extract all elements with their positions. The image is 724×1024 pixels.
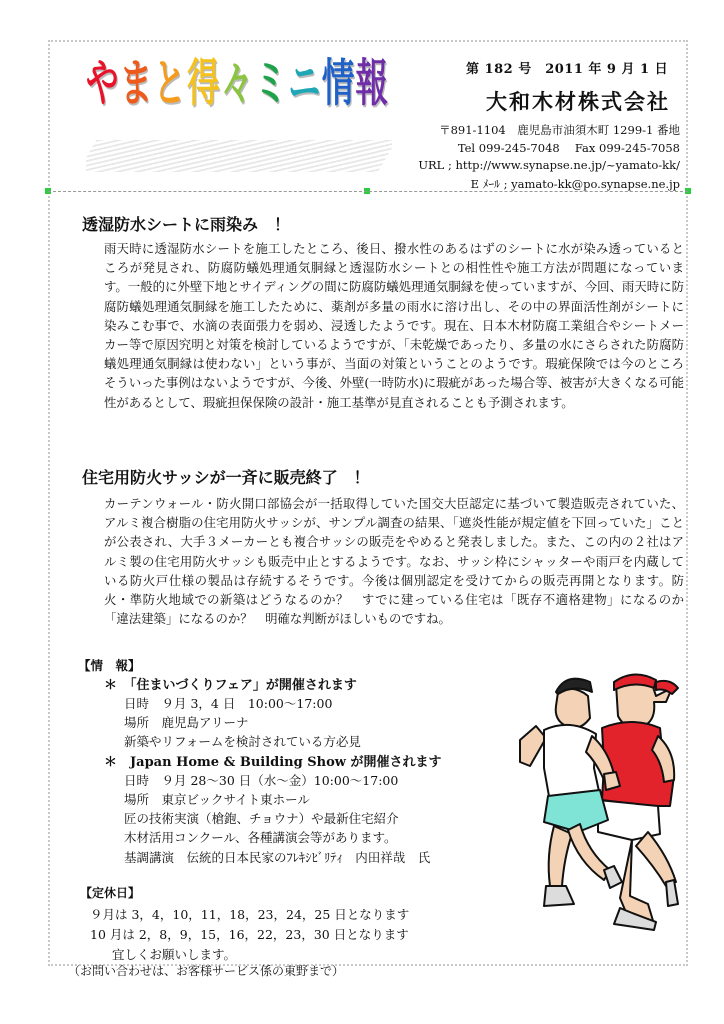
runners-illustration	[498, 656, 684, 936]
event2-place: 場所 東京ビックサイト東ホール	[124, 792, 310, 807]
banner-char: 々	[220, 53, 254, 113]
event2-note2: 木材活用コンクール、各種講演会等があります。	[124, 830, 397, 845]
company-url[interactable]: URL ; http://www.synapse.ne.jp/~yamato-kk/	[418, 158, 680, 172]
banner-char: ミ	[254, 53, 288, 113]
banner-char: 情	[321, 53, 355, 113]
article-title-moisture-sheet: 透湿防水シートに雨染み ！	[82, 215, 291, 234]
banner-char: 得	[187, 53, 220, 113]
event2-keynote: 基調講演 伝統的日本民家のﾌﾚｷｼﾋﾞﾘﾃｨ 内田祥哉 氏	[124, 850, 431, 865]
article-title-fire-sash: 住宅用防火サッシが一斉に販売終了 ！	[82, 468, 370, 487]
holiday-september: ９月は 3，4，10，11，18，23，24，25 日となります	[90, 907, 410, 922]
newsletter-banner	[86, 52, 392, 172]
article-body-moisture-sheet: 雨天時に透湿防水シートを施工したところ、後日、撥水性のあるはずのシートに水が染み透っているところが発見され、防腐防蟻処理通気胴縁と透湿防水シートとの相性性や施工方法が問題になっています。一般的に外壁下地とサイディングの間に防腐防蟻処理通気胴縁を使っていますが、今回、雨天時に防腐防蟻処理通気胴縁を施工したために、薬剤が多量の雨水に溶け出し、その中の界面活性剤がシートに染みこむ事で、水滴の表面張力を弱め、浸透したようです。現在、日本木材防腐工業組合やシートメーカー等で原因究明と対策を検討しているようですが、「未乾燥であったり、多量の水にさらされた防腐防蟻処理通気胴縁は使わない」という事が、当面の対策ということのようです。瑕疵保険では今のところそういった事例はないようですが、今後、外壁(一時防水)に瑕疵があった場合等、被害が大きくなる可能性があるとして、瑕疵担保保険の設計・施工基準が見直されることも予測されます。	[104, 241, 684, 410]
company-name: 大和木材株式会社	[486, 89, 670, 114]
event2-note1: 匠の技術実演（槍鉋、チョウナ）や最新住宅紹介	[124, 811, 399, 826]
banner-char: ま	[119, 53, 153, 113]
banner-shadow-floor	[86, 140, 392, 172]
company-phone-fax: Tel 099-245-7048 Fax 099-245-7058	[457, 141, 680, 155]
holiday-closing: 宜しくお願いします。	[112, 947, 237, 962]
banner-char: 報	[355, 53, 389, 113]
event1-title: ＊ 「住まいづくりフェア」が開催されます	[104, 678, 357, 693]
banner-char: ニ	[288, 53, 321, 113]
issue-number-date: 第 182 号 2011 年 9 月 1 日	[466, 62, 669, 77]
footer-contact: （お問い合わせは、お客様サービス係の東野まで）	[68, 964, 345, 978]
event2-title: ＊ Japan Home & Building Show が開催されます	[104, 755, 442, 770]
banner-title	[86, 53, 389, 113]
banner-char: や	[86, 53, 119, 113]
event2-date: 日時 ９月 28～30 日（水～金）10:00～17:00	[124, 773, 399, 788]
company-address: 〒891-1104 鹿児島市油須木町 1299-1 番地	[439, 123, 680, 137]
event1-note: 新築やリフォームを検討されている方必見	[124, 734, 361, 749]
holiday-title: 【定休日】	[80, 886, 141, 900]
info-section-title: 【情 報】	[78, 658, 141, 673]
event1-date: 日時 ９月 3，4 日 10:00～17:00	[124, 696, 333, 711]
article-body-fire-sash: カーテンウォール・防火開口部協会が一括取得していた国交大臣認定に基づいて製造販売されていた、アルミ複合樹脂の住宅用防火サッシが、サンプル調査の結果、「遮炎性能が規定値を下回っていた」ことが公表され、大手３メーカーとも複合サッシの販売をやめると発表しました。また、この内の２社はアルミ製の住宅用防火サッシも販売中止とするようです。なお、サッシ枠にシャッターや雨戸を内蔵している防火戸仕様の製品は存続するそうです。今後は個別認定を受けてからの販売再開となります。防火・準防火地域での新築はどうなるのか？ すでに建っている住宅は「既存不適格建物」になるのか「違法建築」になるのか？ 明確な判断がほしいものですね。	[104, 496, 684, 627]
event1-place: 場所 鹿児島アリーナ	[124, 715, 249, 730]
holiday-october: 10 月は 2，8，9，15，16，22，23，30 日となります	[90, 927, 409, 942]
company-email[interactable]: E ﾒｰﾙ ; yamato-kk@po.synapse.ne.jp	[470, 177, 680, 191]
banner-char: と	[153, 53, 186, 113]
